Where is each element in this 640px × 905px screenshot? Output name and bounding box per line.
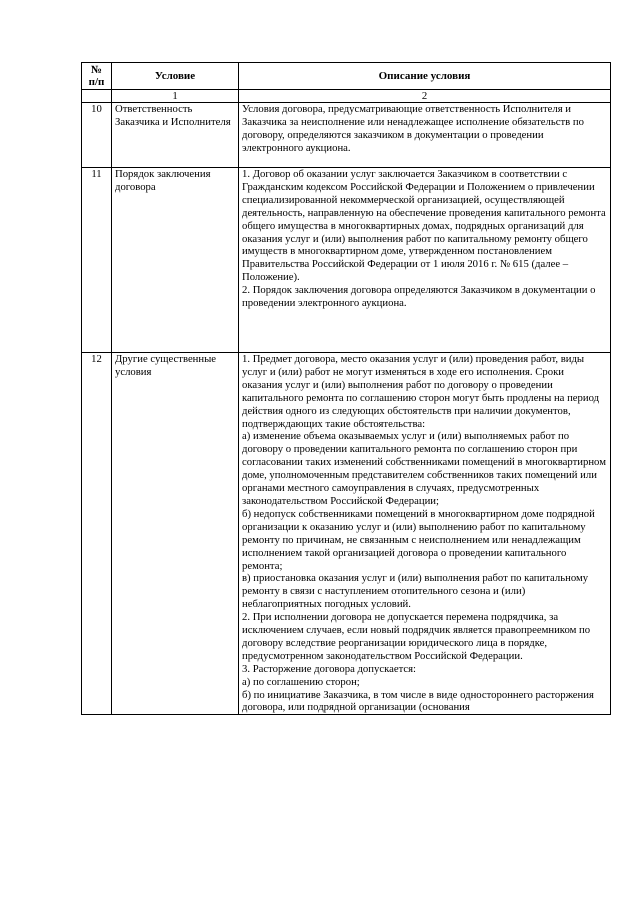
description-paragraph: 3. Расторжение договора допускается: xyxy=(242,662,417,675)
table-row xyxy=(82,353,611,715)
row-number: 11 xyxy=(82,168,112,353)
index-cell-number xyxy=(82,90,112,103)
row-condition: Ответственность Заказчика и Исполнителя xyxy=(112,103,239,168)
table-row xyxy=(82,168,611,353)
description-paragraph: 2. При исполнении договора не допускается перемена подрядчика, за исключением случаев, если новый подрядчик является правопреемником по договору вследствие реорганизации юридического лица в порядке, предусмотренном законодательством Российской Федерации. xyxy=(242,611,591,662)
description-paragraph: а) изменение объема оказываемых услуг и (или) выполняемых работ по договору о проведении капитального ремонта по соглашению сторон при согласовании таких изменений собственниками помещений в многоквартирном доме, уполномоченным представителем собственников таких помещений или органами местного самоуправления в случаях, предусмотренных законодательством Российской Федерации; xyxy=(242,430,606,507)
description-paragraph: 2. Порядок заключения договора определяются Заказчиком в документации о проведении электронного аукциона. xyxy=(242,284,596,310)
row-description xyxy=(239,353,611,715)
header-description: Описание условия xyxy=(239,63,611,90)
index-cell-description: 2 xyxy=(239,90,611,103)
row-condition: Порядок заключения договора xyxy=(112,168,239,353)
header-condition: Условие xyxy=(112,63,239,90)
description-paragraph: а) по соглашению сторон; xyxy=(242,675,360,688)
column-index-row xyxy=(82,90,611,103)
description-paragraph: 1. Предмет договора, место оказания услуг и (или) проведения работ, виды услуг и (или) работ не могут изменяться в ходе его исполнения. Сроки оказания услуг и (или) выполнения работ по договору о проведении капитального ремонта по соглашению сторон могут быть продлены на период действия одного из следующих обстоятельств при наличии документов, подтверждающих такие обстоятельства: xyxy=(242,353,600,430)
description-paragraph: б) недопуск собственниками помещений в многоквартирном доме подрядной организации к оказанию услуг и (или) выполнению работ по капитальному ремонту по причинам, не связанным с неисполнением или ненадлежащим исполнением такой организацией договора о проведении капитального ремонта; xyxy=(242,507,595,572)
header-row xyxy=(82,63,611,90)
row-number: 12 xyxy=(82,353,112,715)
description-paragraph: в) приостановка оказания услуг и (или) выполнения работ по капитальному ремонту в связи с наступлением отопительного сезона и (или) неблагоприятных погодных условий. xyxy=(242,572,589,611)
description-paragraph: 1. Договор об оказании услуг заключается Заказчиком в соответствии с Гражданским кодексом Российской Федерации и Положением о привлечении специализированной некоммерческой организацией, осуществляющей деятельность, направленную на обеспечение проведения капитального ремонта общего имущества в многоквартирных домах, подрядных организаций для оказания услуг и (или) выполнения работ по капитальному ремонту общего имуществ в многоквартирном доме, утвержденном постановлением Правительства Российской Федерации от 1 июля 2016 г. № 615 (далее – Положение). xyxy=(242,168,606,284)
description-paragraph: б) по инициативе Заказчика, в том числе в виде одностороннего расторжения договора, или подрядной организации (основания xyxy=(242,688,594,714)
description-paragraph: Условия договора, предусматривающие ответственность Исполнителя и Заказчика за неисполнение или ненадлежащее исполнение обязательств по договору, определяются заказчиком в документации о проведении электронного аукциона. xyxy=(242,103,584,154)
row-description xyxy=(239,168,611,353)
conditions-table xyxy=(81,62,611,715)
row-description xyxy=(239,103,611,168)
index-cell-condition: 1 xyxy=(112,90,239,103)
row-condition: Другие существенные условия xyxy=(112,353,239,715)
header-number: № п/п xyxy=(82,63,112,90)
table-row xyxy=(82,103,611,168)
row-number: 10 xyxy=(82,103,112,168)
